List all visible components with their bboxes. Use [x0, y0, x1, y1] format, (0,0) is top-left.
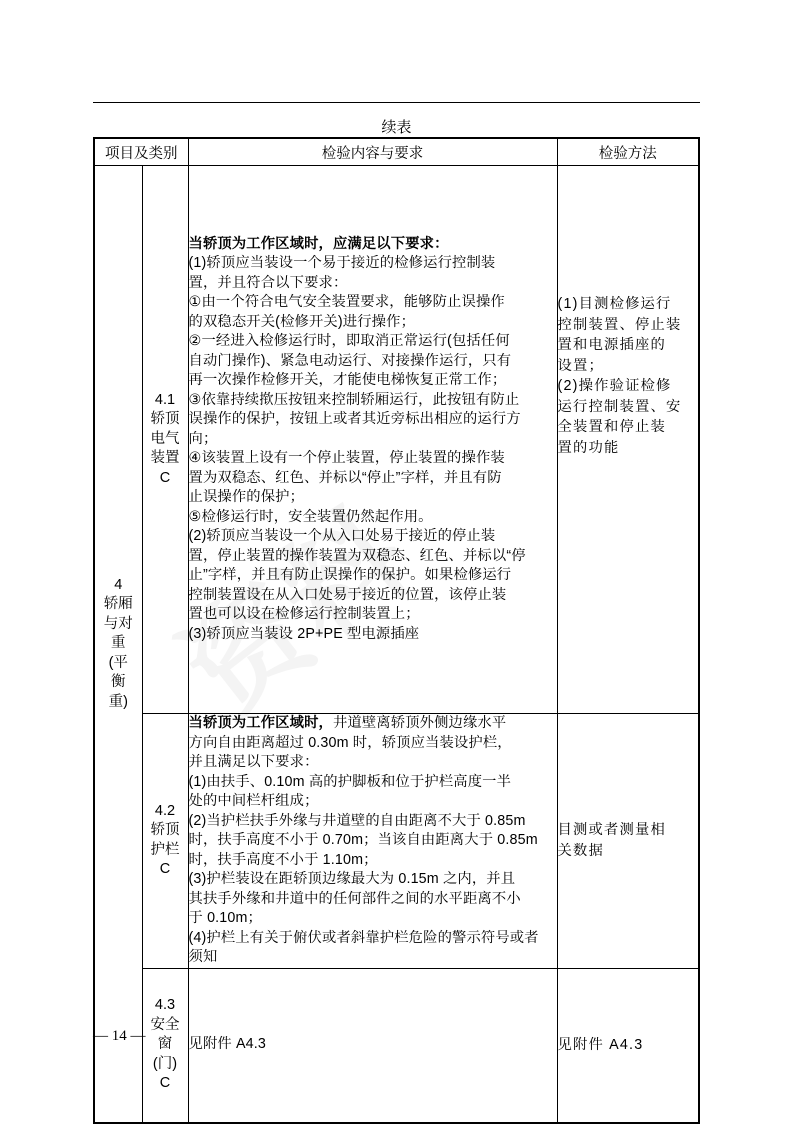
requirement-text: 方向自由距离超过 0.30m 时，轿顶应当装设护栏，	[188, 734, 512, 751]
category-line: 轿厢	[103, 596, 133, 612]
requirement-text: ④该装置上设有一个停止装置，停止装置的操作装	[188, 450, 505, 467]
requirement-text: 于 0.10m；	[188, 910, 263, 926]
requirement-line	[189, 605, 557, 625]
requirement-line	[189, 274, 557, 294]
method-line: 置的功能	[557, 439, 620, 456]
requirement-line	[189, 1035, 557, 1055]
item-line: (门)	[152, 1055, 178, 1072]
requirement-line	[189, 734, 557, 754]
requirement-text: 自动门操作)、紧急电动运行、对接操作运行，只有	[188, 352, 512, 369]
requirement-line	[189, 586, 557, 606]
requirement-line	[189, 773, 557, 793]
table-row	[94, 968, 699, 1123]
category-cell	[94, 166, 142, 1123]
requirement-text: 置，停止装置的操作装置为双稳态、红色、并标以“停	[188, 547, 526, 564]
requirement-text: ③依靠持续揿压按钮来控制轿厢运行，此按钮有防止	[188, 391, 520, 408]
item-line: 窗	[157, 1036, 173, 1053]
requirement-line	[189, 488, 557, 508]
method-line: 置和电源插座的	[557, 337, 666, 353]
table-row	[94, 714, 699, 969]
requirement-text: (4)护栏上有关于俯伏或者斜靠护栏危险的警示符号或者	[188, 929, 539, 946]
requirement-text: 置也可以设在检修运行控制装置上；	[188, 606, 420, 623]
item-line: 装置	[150, 450, 180, 467]
requirement-text: ①由一个符合电气安全装置要求，能够防止误操作	[188, 294, 505, 311]
requirement-text: (2)轿顶应当装设一个从入口处易于接近的停止装	[188, 528, 496, 545]
method-line: 全装置和停止装	[557, 419, 666, 435]
requirement-line	[189, 235, 557, 255]
item-line: 4.2	[154, 802, 176, 819]
requirement-line	[189, 254, 557, 274]
requirement-cell	[188, 166, 557, 714]
requirement-text: 置为双稳态、红色、并标以“停止”字样，并且有防	[188, 469, 502, 486]
requirement-line	[189, 469, 557, 489]
requirement-line	[189, 831, 557, 851]
inspection-table	[93, 137, 700, 1124]
requirement-line	[189, 566, 557, 586]
requirement-text: (1)轿顶应当装设一个易于接近的检修运行控制装	[188, 255, 496, 272]
requirement-text: 见附件 A4.3	[188, 1036, 266, 1053]
requirement-text: 控制装置设在从入口处易于接近的位置，该停止装	[188, 586, 507, 603]
requirement-line	[189, 929, 557, 949]
requirement-line	[189, 547, 557, 567]
category-line: 重)	[108, 693, 128, 710]
category-line: 衡	[111, 674, 126, 690]
requirement-line	[189, 293, 557, 313]
requirement-line	[189, 890, 557, 910]
page-number: — 14 —	[93, 1028, 146, 1044]
requirement-line	[189, 352, 557, 372]
requirement-line	[189, 812, 557, 832]
requirement-line	[189, 371, 557, 391]
header-rule	[93, 102, 700, 103]
requirement-line	[189, 870, 557, 890]
method-cell	[557, 166, 699, 714]
item-line: C	[159, 1075, 171, 1092]
requirement-line	[189, 410, 557, 430]
requirement-text: 止误操作的保护；	[188, 489, 305, 506]
requirement-line	[189, 948, 557, 968]
category-line: 与对	[103, 615, 133, 632]
requirement-text: (2)当护栏扶手外缘与井道壁的自由距离不大于 0.85m	[188, 812, 526, 829]
requirement-text: 井道壁离轿顶外侧边缘水平	[332, 715, 507, 731]
requirement-line	[189, 527, 557, 547]
requirement-line	[189, 313, 557, 333]
header-content: 检验内容与要求	[188, 138, 557, 166]
item-line: 电气	[150, 430, 180, 447]
requirement-line	[189, 714, 557, 734]
requirement-line	[189, 332, 557, 352]
method-cell	[557, 714, 699, 969]
item-line: 安全	[150, 1016, 180, 1033]
header-category: 项目及类别	[94, 138, 188, 166]
method-line: 控制装置、停止装	[557, 316, 682, 333]
item-line: 4.3	[154, 997, 176, 1014]
item-line: 轿顶	[150, 411, 180, 428]
method-line: (2)操作验证检修	[557, 378, 672, 394]
requirement-line	[189, 851, 557, 871]
requirement-text: ⑤检修运行时，安全装置仍然起作用。	[188, 508, 433, 525]
item-line: 轿顶	[150, 822, 180, 839]
table-header-row	[94, 138, 699, 166]
category-line: 4	[114, 576, 123, 593]
requirement-text: 的双稳态开关(检修开关)进行操作；	[188, 313, 416, 330]
header-method: 检验方法	[557, 138, 699, 166]
requirement-text: 处的中间栏杆组成；	[188, 793, 319, 809]
item-cell	[142, 968, 188, 1123]
requirement-text: (3)轿顶应当装设 2P+PE 型电源插座	[188, 625, 420, 642]
requirement-cell	[188, 714, 557, 969]
method-line: 见附件 A4.3	[557, 1036, 644, 1053]
category-line: (平	[108, 654, 128, 671]
requirement-text: 再一次操作检修开关，才能使电梯恢复正常工作；	[188, 372, 507, 389]
requirement-line	[189, 792, 557, 812]
item-line: C	[159, 861, 171, 878]
requirement-text: 止”字样，并且有防止误操作的保护。如果检修运行	[188, 567, 512, 584]
requirement-line	[189, 508, 557, 528]
method-line: 目测或者测量相	[557, 822, 666, 839]
table-row	[94, 166, 699, 714]
requirement-text: 须知	[188, 949, 218, 965]
requirement-bold-text: 当轿顶为工作区域时，	[188, 715, 333, 731]
requirement-bold-text: 当轿顶为工作区域时，应满足以下要求：	[188, 235, 449, 252]
requirement-text: (1)由扶手、0.10m 高的护脚板和位于护栏高度一半	[188, 773, 512, 790]
requirement-cell	[188, 968, 557, 1123]
category-line: 重	[111, 635, 126, 651]
requirement-text: 误操作的保护，按钮上或者其近旁标出相应的运行方	[188, 411, 521, 428]
method-line: 运行控制装置、安	[557, 398, 682, 415]
item-line: 4.1	[154, 391, 176, 408]
item-cell	[142, 166, 188, 714]
requirement-line	[189, 909, 557, 929]
requirement-line	[189, 391, 557, 411]
requirement-text: 置，并且符合以下要求：	[188, 274, 348, 291]
requirement-text: (3)护栏装设在距轿顶边缘最大为 0.15m 之内，并且	[188, 871, 516, 887]
item-line: C	[159, 469, 171, 486]
method-line: 设置；	[557, 357, 604, 374]
requirement-text: 向；	[188, 430, 218, 447]
requirement-text: 时，扶手高度不小于 0.70m；当该自由距离大于 0.85m	[188, 832, 538, 848]
requirement-text: 其扶手外缘和井道中的任何部件之间的水平距离不小	[188, 890, 521, 907]
item-line: 护栏	[150, 841, 180, 858]
requirement-line	[189, 449, 557, 469]
item-cell	[142, 714, 188, 969]
method-line: (1)目测检修运行	[557, 296, 672, 312]
method-line: 关数据	[557, 842, 604, 859]
requirement-text: ②一经进入检修运行时，即取消正常运行(包括任何	[188, 333, 510, 350]
method-cell	[557, 968, 699, 1123]
table-caption: 续表	[381, 120, 412, 136]
requirement-line	[189, 753, 557, 773]
requirement-line	[189, 430, 557, 450]
requirement-text: 并且满足以下要求：	[188, 754, 319, 770]
requirement-line	[189, 625, 557, 645]
requirement-text: 时，扶手高度不小于 1.10m；	[188, 851, 378, 868]
